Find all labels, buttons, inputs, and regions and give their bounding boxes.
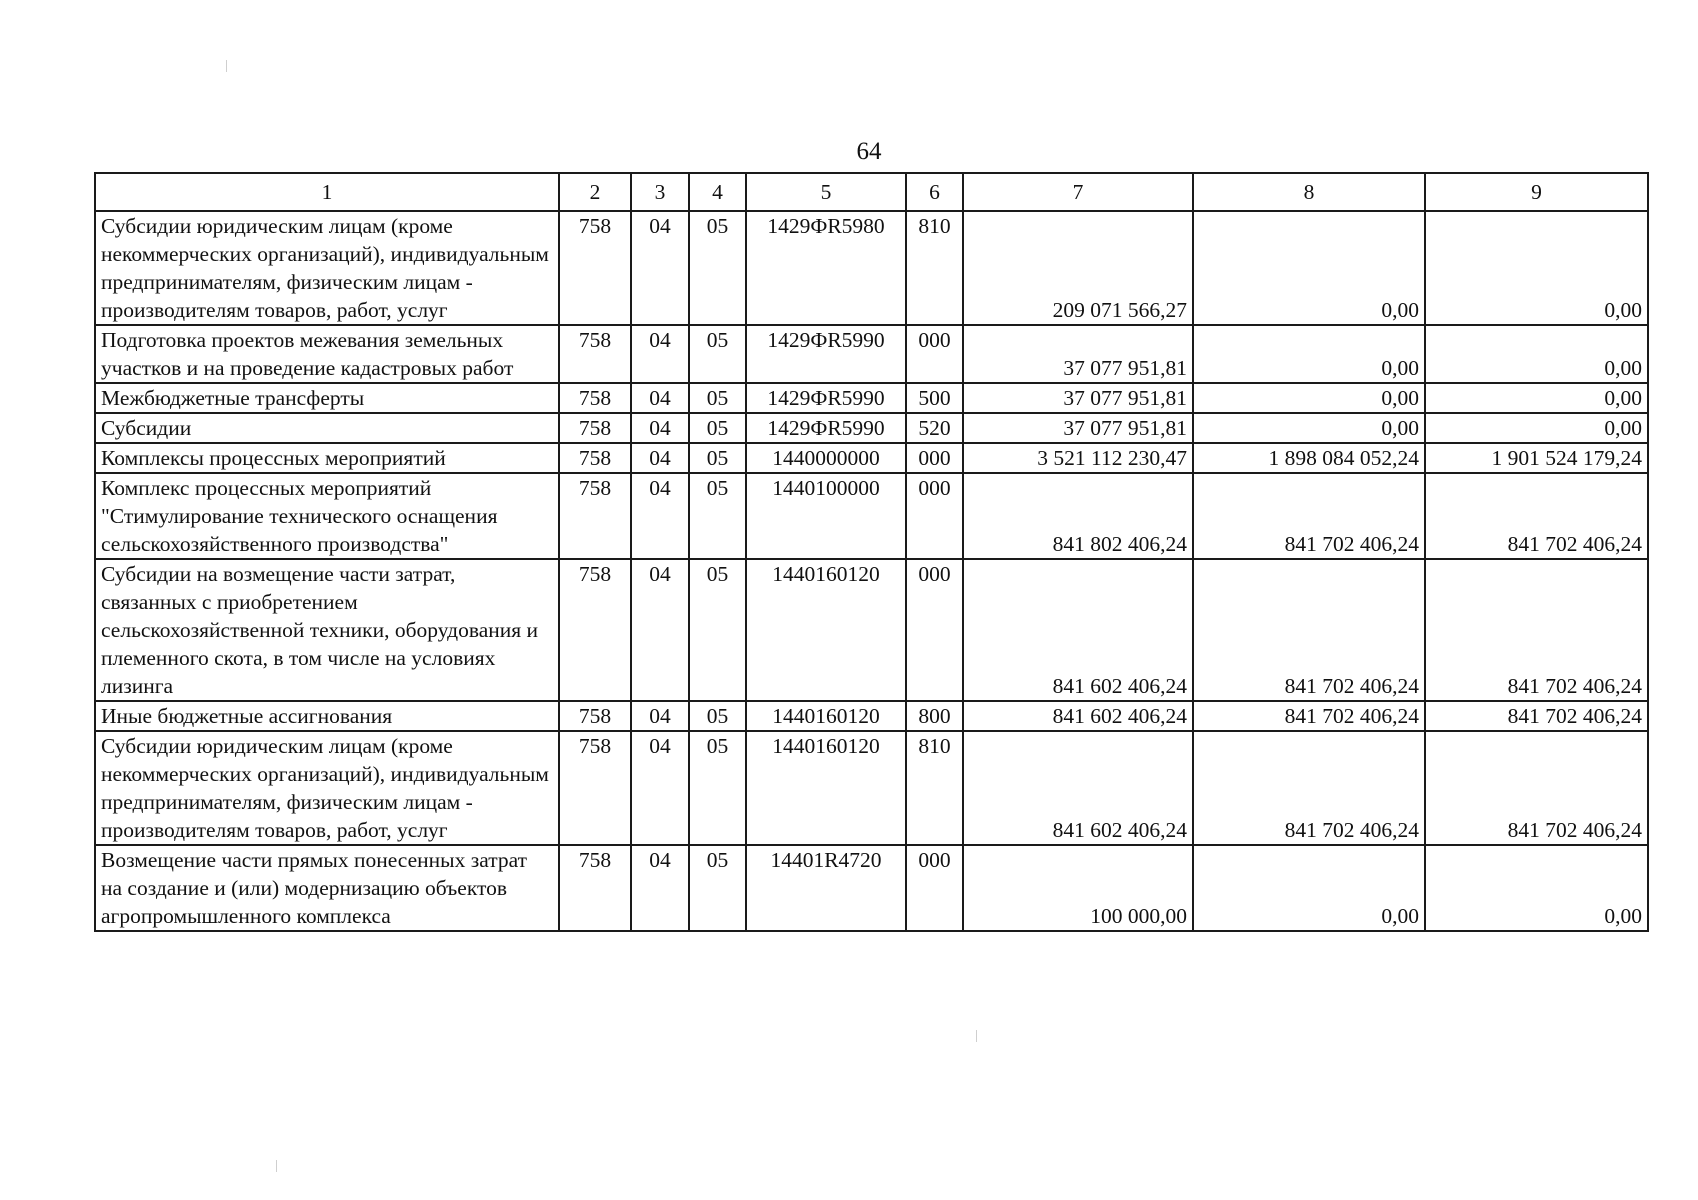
code-cell-3: 04	[631, 701, 689, 731]
table-row	[95, 845, 1648, 931]
code-cell-6: 810	[906, 211, 963, 325]
code-cell-2: 758	[559, 211, 631, 325]
code-cell-4: 05	[689, 845, 746, 931]
table-row	[95, 731, 1648, 845]
code-cell-6: 810	[906, 731, 963, 845]
table-row	[95, 383, 1648, 413]
code-cell-6: 800	[906, 701, 963, 731]
scan-mark	[226, 60, 227, 72]
table-row	[95, 443, 1648, 473]
row-name-cell: Субсидии	[95, 413, 559, 443]
code-cell-4: 05	[689, 443, 746, 473]
page-number: 64	[856, 138, 882, 165]
header-cell: 8	[1193, 173, 1425, 211]
amount-cell-9: 0,00	[1425, 413, 1648, 443]
table-row	[95, 413, 1648, 443]
header-cell: 6	[906, 173, 963, 211]
code-cell-6: 500	[906, 383, 963, 413]
scan-mark	[276, 1160, 277, 1172]
code-cell-5: 1440000000	[746, 443, 906, 473]
code-cell-5: 1440100000	[746, 473, 906, 559]
amount-cell-9: 841 702 406,24	[1425, 731, 1648, 845]
row-name-cell: Комплекс процессных мероприятий "Стимулирование технического оснащения сельскохозяйственного производства"	[95, 473, 559, 559]
amount-cell-8: 1 898 084 052,24	[1193, 443, 1425, 473]
code-cell-3: 04	[631, 845, 689, 931]
code-cell-2: 758	[559, 325, 631, 383]
header-cell: 5	[746, 173, 906, 211]
amount-cell-8: 0,00	[1193, 845, 1425, 931]
table-row	[95, 559, 1648, 701]
amount-cell-7: 209 071 566,27	[963, 211, 1193, 325]
code-cell-2: 758	[559, 559, 631, 701]
amount-cell-8: 841 702 406,24	[1193, 559, 1425, 701]
code-cell-5: 1429ФR5990	[746, 325, 906, 383]
code-cell-6: 000	[906, 473, 963, 559]
code-cell-5: 1440160120	[746, 701, 906, 731]
amount-cell-9: 0,00	[1425, 325, 1648, 383]
code-cell-4: 05	[689, 473, 746, 559]
code-cell-3: 04	[631, 559, 689, 701]
code-cell-4: 05	[689, 325, 746, 383]
amount-cell-9: 0,00	[1425, 845, 1648, 931]
header-cell: 1	[95, 173, 559, 211]
amount-cell-7: 841 602 406,24	[963, 701, 1193, 731]
code-cell-3: 04	[631, 211, 689, 325]
amount-cell-7: 841 602 406,24	[963, 559, 1193, 701]
amount-cell-9: 841 702 406,24	[1425, 559, 1648, 701]
code-cell-2: 758	[559, 413, 631, 443]
amount-cell-8: 0,00	[1193, 325, 1425, 383]
code-cell-3: 04	[631, 325, 689, 383]
row-name-cell: Иные бюджетные ассигнования	[95, 701, 559, 731]
table-row	[95, 473, 1648, 559]
code-cell-3: 04	[631, 383, 689, 413]
amount-cell-8: 841 702 406,24	[1193, 701, 1425, 731]
code-cell-3: 04	[631, 413, 689, 443]
header-cell: 3	[631, 173, 689, 211]
code-cell-2: 758	[559, 443, 631, 473]
code-cell-6: 000	[906, 559, 963, 701]
row-name-cell: Подготовка проектов межевания земельных участков и на проведение кадастровых работ	[95, 325, 559, 383]
header-cell: 4	[689, 173, 746, 211]
amount-cell-7: 100 000,00	[963, 845, 1193, 931]
code-cell-4: 05	[689, 559, 746, 701]
code-cell-4: 05	[689, 211, 746, 325]
table-row	[95, 325, 1648, 383]
code-cell-6: 000	[906, 325, 963, 383]
row-name-cell: Субсидии юридическим лицам (кроме некоммерческих организаций), индивидуальным предпринимателям, физическим лицам - производителям товаров, работ, услуг	[95, 211, 559, 325]
code-cell-3: 04	[631, 731, 689, 845]
header-cell: 7	[963, 173, 1193, 211]
amount-cell-8: 841 702 406,24	[1193, 731, 1425, 845]
row-name-cell: Субсидии юридическим лицам (кроме некоммерческих организаций), индивидуальным предпринимателям, физическим лицам - производителям товаров, работ, услуг	[95, 731, 559, 845]
amount-cell-9: 0,00	[1425, 211, 1648, 325]
amount-cell-7: 841 602 406,24	[963, 731, 1193, 845]
header-cell: 9	[1425, 173, 1648, 211]
row-name-cell: Комплексы процессных мероприятий	[95, 443, 559, 473]
amount-cell-8: 841 702 406,24	[1193, 473, 1425, 559]
code-cell-2: 758	[559, 383, 631, 413]
header-cell: 2	[559, 173, 631, 211]
code-cell-5: 1440160120	[746, 731, 906, 845]
amount-cell-7: 37 077 951,81	[963, 383, 1193, 413]
code-cell-4: 05	[689, 731, 746, 845]
row-name-cell: Межбюджетные трансферты	[95, 383, 559, 413]
row-name-cell: Возмещение части прямых понесенных затрат на создание и (или) модернизацию объектов агропромышленного комплекса	[95, 845, 559, 931]
code-cell-5: 1440160120	[746, 559, 906, 701]
code-cell-2: 758	[559, 701, 631, 731]
code-cell-6: 000	[906, 443, 963, 473]
amount-cell-8: 0,00	[1193, 383, 1425, 413]
scan-mark	[976, 1030, 977, 1042]
table-row	[95, 701, 1648, 731]
amount-cell-7: 3 521 112 230,47	[963, 443, 1193, 473]
code-cell-3: 04	[631, 443, 689, 473]
code-cell-4: 05	[689, 383, 746, 413]
code-cell-5: 1429ФR5990	[746, 413, 906, 443]
code-cell-6: 520	[906, 413, 963, 443]
code-cell-2: 758	[559, 731, 631, 845]
code-cell-3: 04	[631, 473, 689, 559]
code-cell-5: 1429ФR5980	[746, 211, 906, 325]
amount-cell-8: 0,00	[1193, 413, 1425, 443]
amount-cell-9: 1 901 524 179,24	[1425, 443, 1648, 473]
amount-cell-7: 841 802 406,24	[963, 473, 1193, 559]
amount-cell-7: 37 077 951,81	[963, 325, 1193, 383]
table-row	[95, 211, 1648, 325]
code-cell-2: 758	[559, 473, 631, 559]
amount-cell-9: 0,00	[1425, 383, 1648, 413]
header-row	[95, 173, 1648, 211]
row-name-cell: Субсидии на возмещение части затрат, связанных с приобретением сельскохозяйственной техники, оборудования и племенного скота, в том числе на условиях лизинга	[95, 559, 559, 701]
code-cell-6: 000	[906, 845, 963, 931]
code-cell-4: 05	[689, 413, 746, 443]
budget-table	[94, 172, 1649, 932]
code-cell-5: 1429ФR5990	[746, 383, 906, 413]
amount-cell-7: 37 077 951,81	[963, 413, 1193, 443]
amount-cell-9: 841 702 406,24	[1425, 473, 1648, 559]
amount-cell-9: 841 702 406,24	[1425, 701, 1648, 731]
code-cell-2: 758	[559, 845, 631, 931]
amount-cell-8: 0,00	[1193, 211, 1425, 325]
code-cell-5: 14401R4720	[746, 845, 906, 931]
code-cell-4: 05	[689, 701, 746, 731]
